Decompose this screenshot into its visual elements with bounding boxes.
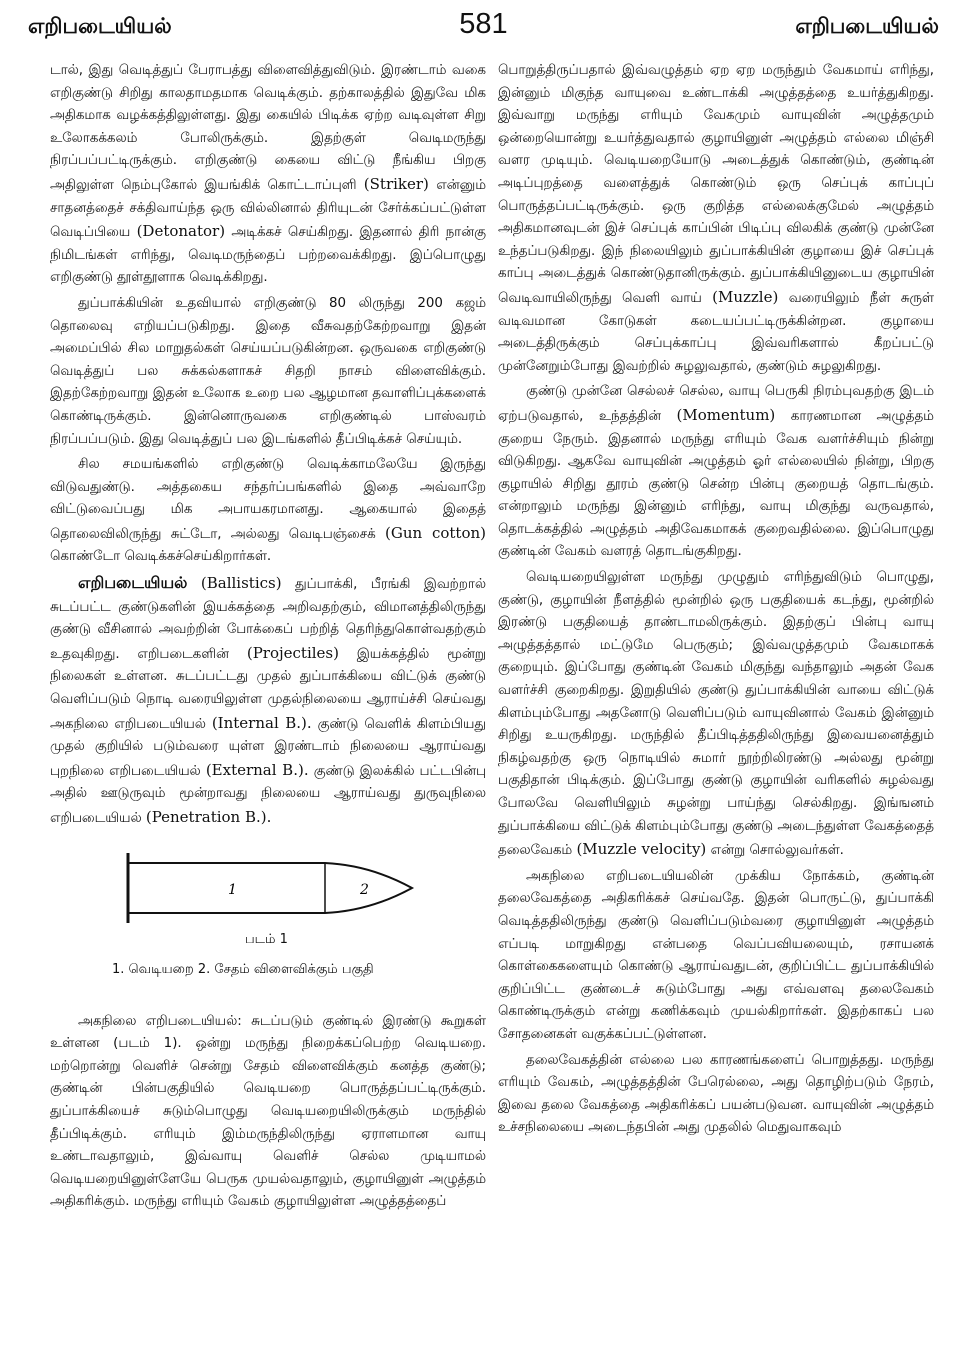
- running-head-left: எறிபடையியல்: [28, 14, 172, 38]
- part-2-label: 2: [360, 881, 369, 898]
- right-column: [498, 60, 934, 1356]
- figure-cartridge: [50, 849, 486, 1001]
- left-column: [50, 60, 486, 1356]
- figure-label: படம் 1: [245, 931, 288, 947]
- running-head-right: எறிபடையியல்: [795, 14, 939, 38]
- entry-paragraph: எறிபடையியல் (Ballistics) துப்பாக்கி, பீரங்கி இவற்றால் சுடப்பட்ட குண்டுகளின் இயக்கத்தை அறிவதற்கும், விமானத்திலிருந்து குண்டு வீசினால் அவற்றின் போக்கைப் பற்றித் தெரிந்துகொள்வதற்கும் உதவுகிறது. எறிபடைகளின் (Projectiles) இயக்கத்தில் மூன்று நிலைகள் உள்ளன. சுடப்பட்டது முதல் துப்பாக்கியை விட்டுக் குண்டு வெளிப்படும் நொடி வரையிலுள்ள முதல்நிலையை ஆராய்ச்சி செய்வது அகநிலை எறிபடையியல் (Internal B.). குண்டு வெளிக் கிளம்பியது முதல் குறியில் படும்வரை யுள்ள இரண்டாம் நிலையை ஆராய்வது புறநிலை எறிபடையியல் (External B.). குண்டு இலக்கில் பட்டபின்பு அதில் ஊடுருவும் மூன்றாவது நிலையை ஆராய்வது துருவுநிலை எறிபடையியல் (Penetration B.).: [50, 573, 486, 826]
- paragraph: துப்பாக்கியின் உதவியால் எறிகுண்டு 80 லிருந்து 200 கஜம் தொலைவு எறியப்படுகிறது. இதை வீசுவதற்கேற்றவாறு இதன் அமைப்பில் சில மாறுதல்கள் செய்யப்படுகின்றன. ஒருவகை எறிகுண்டு வெடித்துப் பல சுக்கல்களாகச் சிதறி நாசம் விளைவிக்கும். இதற்கேற்றவாறு இதன் உலோக உறை பல ஆழமான தவாளிப்புக்களைக் கொண்டிருக்கும். இன்னொருவகை எறிகுண்டில் பாஸ்வரம் நிரப்பப்படும். இது வெடித்துப் பல இடங்களில் தீப்பிடிக்கச் செய்யும்.: [50, 295, 486, 447]
- cartridge-diagram: [120, 849, 420, 927]
- paragraph: குண்டு முன்னே செல்லச் செல்ல, வாயு பெருகி நிரம்புவதற்கு இடம் ஏற்படுவதால், உந்தத்தின் (Momentum) காரணமான அழுத்தம் குறைய நேரும். இதனால் மருந்து எரியும் வேக வளர்ச்சியும் நின்று விடுகிறது. ஆகவே வாயுவின் அழுத்தம் ஓர் எல்லையில் நின்று, பிறகு குழாயில் சிறிது தூரம் குண்டு சென்ற பின்பு குறையத் தொடங்கும். என்றாலும் மருந்து இன்னும் எரிந்து, வாயு மிகுந்து வருவதால், தொடக்கத்தில் அழுத்தம் அதிவேகமாகக் குறைவதில்லை. இப்பொழுது குண்டின் வேகம் வளரத் தொடங்குகிறது.: [498, 384, 934, 560]
- cartridge-outline: [128, 863, 412, 913]
- paragraph: வெடியறையிலுள்ள மருந்து முழுதும் எரிந்துவிடும் பொழுது, குண்டு, குழாயின் நீளத்தில் மூன்றில் ஒரு பகுதியைக் கடந்து, மூன்றில் இரண்டு பகுதியைத் தாண்டாமலிருக்கும். இதற்குப் பின்பு வாயு அழுத்தத்தால் மட்டுமே பெருகும்; இவ்வழுத்தமும் வேகமாகக் குறையும். இப்போது குண்டின் வேகம் மிகுந்து வந்தாலும் அதன் வேக வளர்ச்சி குறைகிறது. இறுதியில் குண்டு துப்பாக்கியின் வாயை விட்டுக் கிளம்பும்போது அதனோடு வெளிப்படும் வாயுவினால் வேகம் இன்னும் சிறிது உயருகிறது. மருந்தில் தீப்பிடித்ததிலிருந்து இவையனைத்தும் நிகழ்வதற்கு ஒரு நொடியில் சுமார் நூற்றிலிரண்டு அல்லது மூன்று பகுதிதான் பிடிக்கும். இப்போது குண்டு குழாயின் வரிகளில் சுழல்வது போலவே வெளியிலும் சுழன்று பாய்ந்து செல்கிறது. இங்ஙனம் துப்பாக்கியை விட்டுக் கிளம்பும்போது குண்டு அடைந்துள்ள வேகத்தைத் தலைவேகம் (Muzzle velocity) என்று சொல்லுவர்கள்.: [498, 570, 934, 859]
- figure-caption: 1. வெடியறை 2. சேதம் விளைவிக்கும் பகுதி: [112, 961, 374, 977]
- paragraph: அகநிலை எறிபடையியல்: சுடப்படும் குண்டில் இரண்டு கூறுகள் உள்ளன (படம் 1). ஒன்று மருந்து நிறைக்கப்பெற்ற வெடியறை. மற்றொன்று வெளிச் சென்று சேதம் விளைவிக்கும் கனத்த குண்டு; குண்டின் பின்பகுதியில் வெடியறை பொருத்தப்பட்டிருக்கும். துப்பாக்கியைச் சுடும்பொழுது வெடியறையிலிருக்கும் மருந்தில் தீப்பிடிக்கும். எரியும் இம்மருந்திலிருந்து ஏராளமான வாயு உண்டாவதாலும், இவ்வாயு வெளிச் செல்ல முடியாமல் வெடியறையினுள்ளேயே பெருக முயல்வதாலும், குழாயினுள் அழுத்தம் அதிகரிக்கும். மருந்து எரியும் வேகம் குழாயிலுள்ள அழுத்தத்தைப்: [50, 1013, 486, 1210]
- page-number: 581: [459, 8, 508, 40]
- part-1-label: 1: [228, 881, 237, 898]
- paragraph: தலைவேகத்தின் எல்லை பல காரணங்களைப் பொறுத்தது. மருந்து எரியும் வேகம், அழுத்தத்தின் பேரெல்லை, அது தொழிற்படும் நேரம், இவை தலை வேகத்தை அதிகரிக்கப் பயன்படுவன. வாயுவின் அழுத்தம் உச்சநிலையை அடைந்தபின் அது முதலில் மெதுவாகவும்: [498, 1052, 934, 1136]
- paragraph: சில சமயங்களில் எறிகுண்டு வெடிக்காமலேயே இருந்து விடுவதுண்டு. அத்தகைய சந்தர்ப்பங்களில் இதை அவ்வாறே விட்டுவைப்பது மிக அபாயகரமானது. ஆகையால் இதைத் தொலைவிலிருந்து சுட்டோ, அல்லது வெடிபஞ்சைக் (Gun cotton) கொண்டோ வெடிக்கச்செய்கிறார்கள்.: [50, 457, 486, 565]
- paragraph: அகநிலை எறிபடையியலின் முக்கிய நோக்கம், குண்டின் தலைவேகத்தை அதிகரிக்கச் செய்வதே. இதன் பொருட்டு, துப்பாக்கி வெடித்ததிலிருந்து குண்டு வெளிப்படும்வரை குழாயினுள் அழுத்தம் எப்படி மாறுகிறது என்பதை வெப்பவியலையும், ரசாயனக் கொள்கைகளையும் கொண்டு ஆராய்வதுடன், குறிப்பிட்ட துப்பாக்கியில் குறிப்பிட்ட குண்டைச் சுடும்போது அது எவ்வளவு தலைவேகம் கொண்டிருக்கும் என்று கணிக்கவும் முயல்கிறார்கள். இதற்காகப் பல சோதனைகள் வகுக்கப்பட்டுள்ளன.: [498, 868, 934, 1042]
- entry-headword: எறிபடையியல்: [78, 573, 188, 593]
- paragraph: பொறுத்திருப்பதால் இவ்வழுத்தம் ஏற ஏற மருந்தும் வேகமாய் எரிந்து, இன்னும் மிகுந்த வாயுவை உண்டாக்கி அழுத்தத்தை உயர்த்துகிறது. இவ்வாறு மருந்து எரியும் வேகமும் வாயுவின் அழுத்தமும் ஒன்றையொன்று உயர்த்துவதால் குழாயினுள் அழுத்தம் எல்லை மிஞ்சி வளர முடியும். வெடியறையோடு அடைத்துக் கொண்டும், குண்டின் அடிப்புறத்தை வளைத்துக் கொண்டும் ஒரு செப்புக் காப்புப் பொருத்தப்பட்டிருக்கும். ஒரு குறித்த எல்லைக்குமேல் அழுத்தம் அதிகமானவுடன் இச் செப்புக் காப்பின் பிடிப்பு விலகிக் குண்டு முன்னே உந்தப்படுகிறது. இந் நிலையிலும் துப்பாக்கியின் குழாயை இச் செப்புக் காப்பு அடைத்துக் கொண்டுதானிருக்கும். துப்பாக்கியினுடைய குழாயின் வெடிவாயிலிருந்து வெளி வாய் (Muzzle) வரையிலும் நீள் சுருள் வடிவமான கோடுகள் கடையப்பட்டிருக்கின்றன. குழாயை அடைத்திருக்கும் செப்புக்காப்பு இவ்வரிகளால் கீறப்பட்டு முன்னேறும்போது இவற்றில் சுழலுவதால், குண்டும் சுழலுகிறது.: [498, 63, 934, 374]
- paragraph: டால், இது வெடித்துப் பேராபத்து விளைவித்துவிடும். இரண்டாம் வகை எறிகுண்டு சிறிது காலதாமதமாக வெடிக்கும். தற்காலத்தில் இதுவே மிக அதிகமாக வழக்கத்திலுள்ளது. இது கையில் பிடிக்க ஏற்ற வடிவுள்ள சிறு உலோகக்கலம் போலிருக்கும். இதற்குள் வெடிமருந்து நிரப்பப்பட்டிருக்கும். எறிகுண்டு கையை விட்டு நீங்கிய பிறகு அதிலுள்ள நெம்புகோல் இயங்கிக் கொட்டாப்புளி (Striker) என்னும் சாதனத்தைச் சக்திவாய்ந்த ஒரு வில்லினால் திரியுடன் சேர்க்கப்பட்டுள்ள வெடிப்பியை (Detonator) அடிக்கச் செய்கிறது. இதனால் திரி நான்கு நிமிடங்கள் எரிந்து, வெடிமருந்தைப் பற்றவைக்கிறது. இப்பொழுது எறிகுண்டு தூள்தூளாக வெடிக்கிறது.: [50, 63, 486, 286]
- page-header: [28, 6, 939, 46]
